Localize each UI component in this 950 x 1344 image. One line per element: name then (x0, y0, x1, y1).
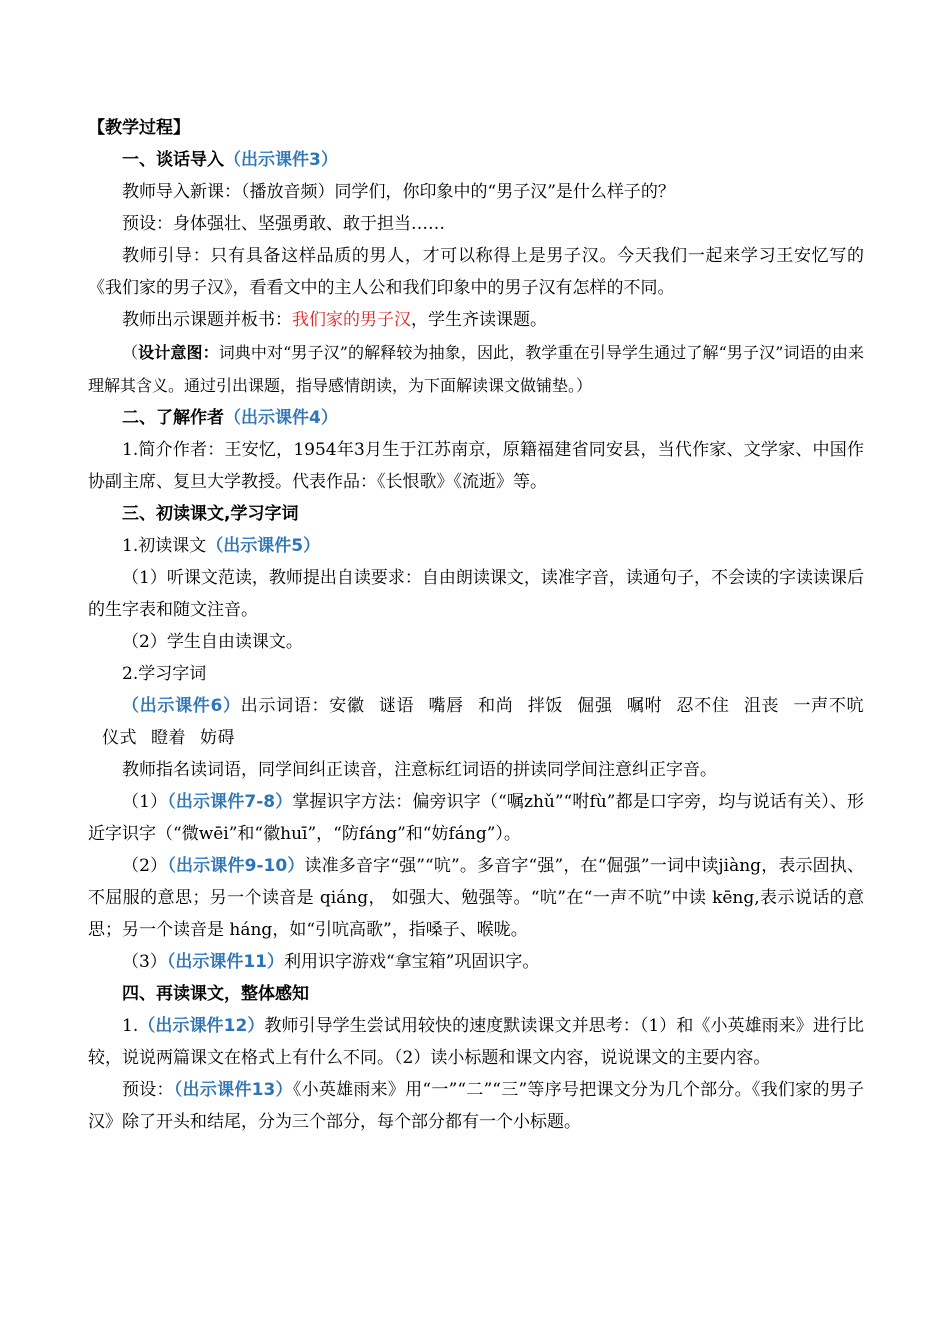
vocab-word: 和尚 (477, 696, 514, 716)
word-list: （出示课件6）出示词语：安徽 谜语 嘴唇 和尚 拌饭 倔强 嘱咐 忍不住 沮丧 一声不吭仪式 瞪着 妨碍 (88, 690, 864, 754)
lesson-title-red: 我们家的男子汉 (292, 310, 411, 330)
heading-author: 二、了解作者（出示课件4） (122, 408, 338, 428)
vocab-word: 仪式 (102, 728, 137, 748)
paragraph: 教师导入新课：（播放音频）同学们，你印象中的“男子汉”是什么样子的？ (122, 182, 675, 202)
design-intent: （设计意图：词典中对“男子汉”的解释较为抽象，因此，教学重在引导学生通过了解“男子汉”词语的由来理解其含义。通过引出课题，指导感情朗读，为下面解读课文做铺垫。） (88, 343, 864, 395)
paragraph-author: 1.简介作者：王安忆，1954年3月生于江苏南京，原籍福建省同安县，当代作家、文学家、中国作协副主席、复旦大学教授。代表作品：《长恨歌》《流逝》等。 (88, 440, 864, 492)
subheading: 2.学习字词 (122, 664, 207, 684)
vocab-word: 一声不吭 (793, 696, 865, 716)
vocab-word: 瞪着 (151, 728, 186, 748)
paragraph: 1.（出示课件12）教师引导学生尝试用较快的速度默读课文并思考：（1）和《小英雄雨来》进行比较，说说两篇课文在格式上有什么不同。（2）读小标题和课文内容，说说课文的主要内容。 (88, 1016, 864, 1068)
paragraph: 教师引导：只有具备这样品质的男人，才可以称得上是男子汉。今天我们一起来学习王安忆写的《我们家的男子汉》，看看文中的主人公和我们印象中的男子汉有怎样的不同。 (88, 246, 864, 298)
vocab-word: 沮丧 (743, 696, 780, 716)
courseware-tag: （出示课件9-10） (167, 856, 305, 876)
lesson-document (88, 112, 864, 1138)
courseware-tag: （出示课件5） (206, 536, 321, 556)
paragraph: （1）（出示课件7-8）掌握识字方法：偏旁识字（“嘱zhǔ”“咐fù”都是口字旁，均与说话有关）、形近字识字（“微wēi”和“徽huī”，“防fáng”和“妨fáng”）。 (88, 792, 864, 844)
courseware-tag: （出示课件4） (224, 408, 338, 428)
design-intent-label: 设计意图： (138, 343, 219, 362)
paragraph-board-title: 教师出示课题并板书：我们家的男子汉，学生齐读课题。 (122, 310, 547, 330)
paragraph: 预设：身体强壮、坚强勇敢、敢于担当…… (122, 214, 445, 234)
paragraph: （2）学生自由读课文。 (122, 632, 303, 652)
courseware-tag: （出示课件6） (122, 696, 241, 716)
vocab-word: 拌饭 (527, 696, 564, 716)
courseware-tag: （出示课件3） (224, 150, 338, 170)
heading-talk-intro: 一、谈话导入（出示课件3） (122, 150, 338, 170)
vocab-word: 谜语 (378, 696, 415, 716)
section-title: 【教学过程】 (88, 118, 190, 138)
vocab-word: 安徽 (329, 696, 365, 716)
paragraph: （3）（出示课件11）利用识字游戏“拿宝箱”巩固识字。 (122, 952, 540, 972)
courseware-tag: （出示课件13） (173, 1080, 293, 1100)
vocab-word: 妨碍 (200, 728, 235, 748)
heading-first-read: 三、初读课文,学习字词 (122, 504, 299, 524)
vocab-word: 嘴唇 (428, 696, 464, 716)
heading-reread: 四、再读课文，整体感知 (122, 984, 309, 1004)
courseware-tag: （出示课件7-8） (167, 792, 293, 812)
vocab-word: 倔强 (577, 696, 613, 716)
paragraph: （2）（出示课件9-10）读准多音字“强”“吭”。多音字“强”，在“倔强”一词中读jiàng，表示固执、不屈服的意思；另一个读音是 qiáng， 如强大、勉强等。“吭”在“一声不吭”中读 kēng,表示说话的意思；另一个读音是 háng，如“引吭高歌”，指嗓子、喉咙。 (88, 856, 864, 940)
paragraph: 预设：（出示课件13）《小英雄雨来》用“一”“二”“三”等序号把课文分为几个部分。《我们家的男子汉》除了开头和结尾，分为三个部分，每个部分都有一个小标题。 (88, 1080, 864, 1132)
courseware-tag: （出示课件12） (138, 1016, 265, 1036)
subheading: 1.初读课文（出示课件5） (122, 536, 321, 556)
paragraph: （1）听课文范读，教师提出自读要求：自由朗读课文，读准字音，读通句子，不会读的字读读课后的生字表和随文注音。 (88, 568, 864, 620)
paragraph: 教师指名读词语，同学间纠正读音，注意标红词语的拼读同学间注意纠正字音。 (122, 760, 717, 780)
courseware-tag: （出示课件11） (166, 952, 284, 972)
vocab-word: 忍不住 (676, 696, 730, 716)
vocab-word: 嘱咐 (626, 696, 663, 716)
